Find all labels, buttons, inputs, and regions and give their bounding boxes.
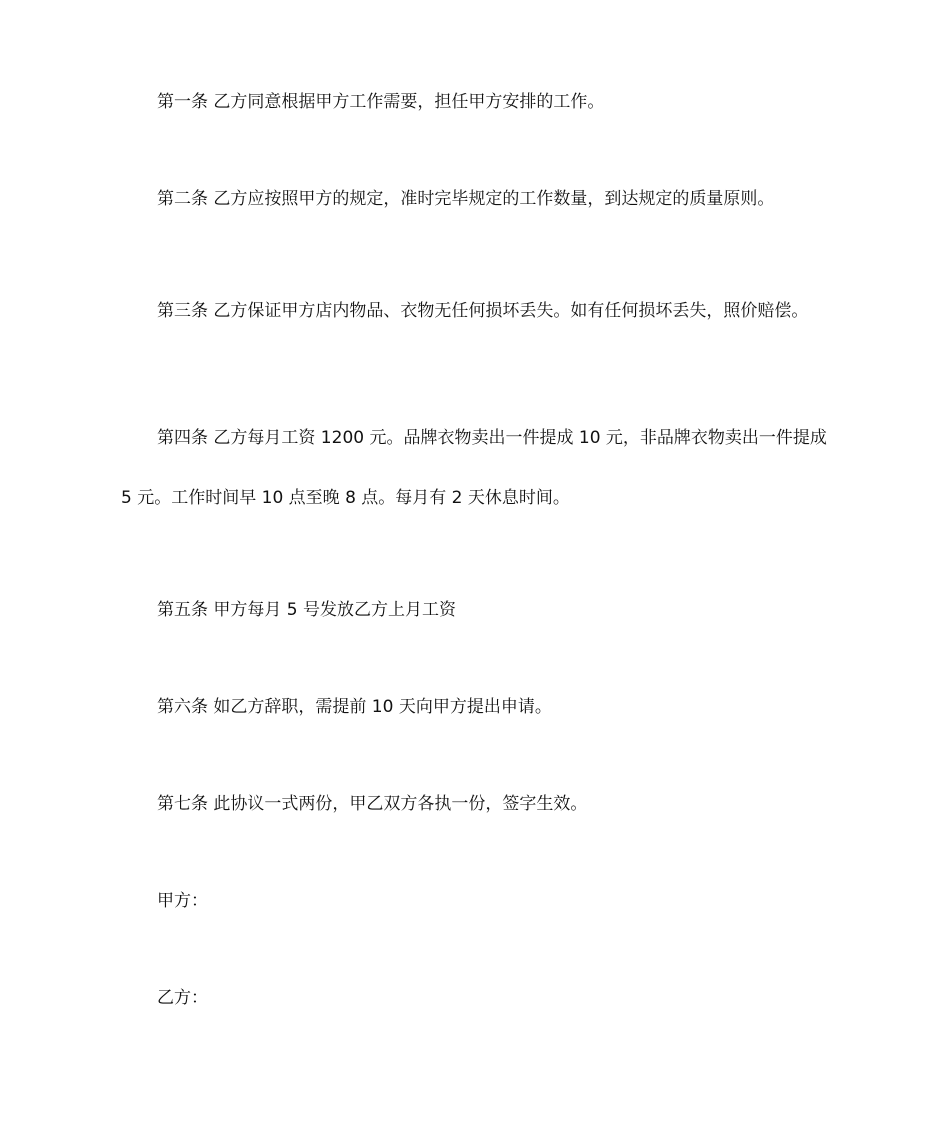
party-a-label: 甲方：	[157, 891, 208, 911]
clause-text: 如乙方辞职，需提前 10 天向甲方提出申请。	[213, 697, 552, 717]
clause-text: 乙方应按照甲方的规定，准时完毕规定的工作数量，到达规定的质量原则。	[213, 189, 775, 209]
clause-2	[121, 184, 833, 214]
clause-text: 乙方同意根据甲方工作需要，担任甲方安排的工作。	[213, 92, 605, 112]
clause-6	[121, 692, 833, 722]
clause-5	[121, 595, 833, 625]
clause-text: 甲方每月 5 号发放乙方上月工资	[213, 600, 457, 620]
clause-label: 第二条	[157, 189, 208, 209]
clause-label: 第四条	[157, 428, 208, 448]
party-b-signature-line	[121, 983, 833, 1013]
clause-label: 第三条	[157, 301, 208, 321]
clause-label: 第一条	[157, 92, 208, 112]
clause-text: 乙方保证甲方店内物品、衣物无任何损坏丢失。如有任何损坏丢失，照价赔偿。	[213, 301, 809, 321]
clause-4	[121, 408, 833, 528]
clause-7	[121, 789, 833, 819]
party-b-label: 乙方：	[157, 988, 208, 1008]
clause-label: 第五条	[157, 600, 208, 620]
party-a-signature-line	[121, 886, 833, 916]
agreement-body	[121, 93, 833, 1080]
clause-label: 第六条	[157, 697, 208, 717]
clause-text: 乙方每月工资 1200 元。品牌衣物卖出一件提成 10 元，非品牌衣物卖出一件提成 5 元。工作时间早 10 点至晚 8 点。每月有 2 天休息时间。	[121, 428, 827, 508]
clause-3	[121, 281, 833, 341]
clause-1	[121, 87, 833, 117]
clause-text: 此协议一式两份，甲乙双方各执一份，签字生效。	[213, 794, 588, 814]
clause-label: 第七条	[157, 794, 208, 814]
